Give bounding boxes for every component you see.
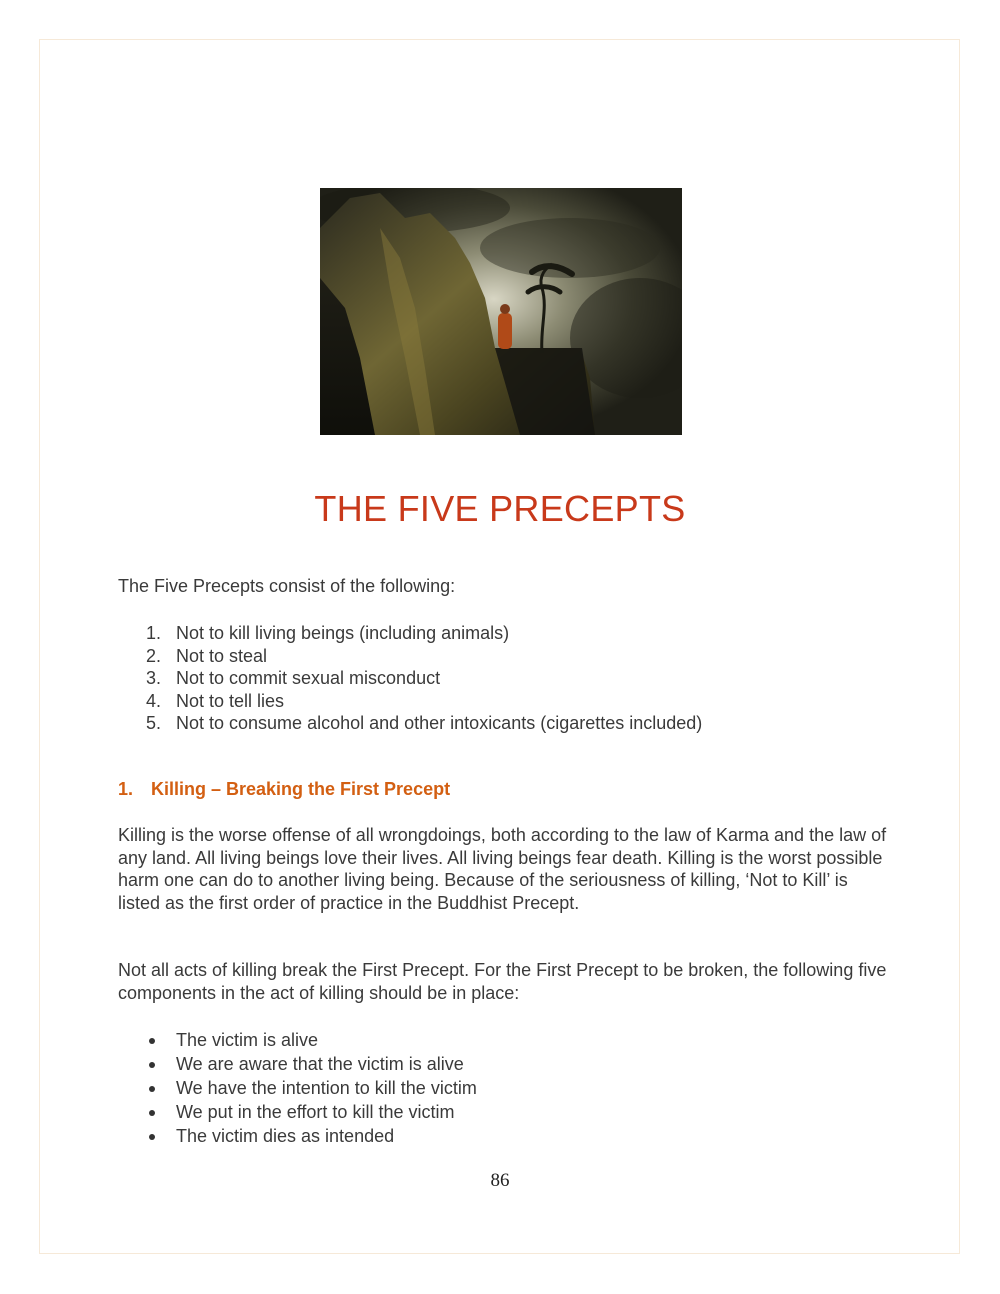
section-heading (118, 779, 450, 800)
page-number: 86 (490, 1170, 510, 1191)
bullet-item-text: We are aware that the victim is alive (176, 1054, 464, 1074)
bullet-item-text: The victim is alive (176, 1030, 319, 1050)
list-item (118, 712, 702, 735)
list-number: 1. (146, 623, 162, 643)
bullet-icon (149, 1134, 155, 1140)
components-list (118, 1028, 477, 1148)
section-number: 1. (118, 779, 134, 799)
list-item-text: Not to kill living beings (including animals) (176, 623, 510, 643)
list-item-text: Not to steal (176, 645, 268, 666)
list-item (118, 667, 702, 690)
list-number: 3. (146, 668, 162, 688)
body-paragraph: Not all acts of killing break the First Precept. For the First Precept to be broken, the following five components in the act of killing should be in place: (118, 960, 887, 1003)
list-item (118, 622, 702, 645)
bullet-item-text: We put in the effort to kill the victim (176, 1102, 455, 1122)
bullet-icon (149, 1062, 155, 1068)
list-item (118, 690, 702, 713)
list-item (118, 645, 702, 668)
list-number: 2. (146, 645, 162, 666)
list-item-text: Not to consume alcohol and other intoxicants (cigarettes included) (176, 713, 703, 733)
bullet-item-text: The victim dies as intended (176, 1126, 395, 1146)
body-paragraph: Killing is the worse offense of all wrongdoings, both according to the law of Karma and the law of any land. All living beings love their lives. All living beings fear death. Killing is the worst possible harm one can do to another living being. Because of the seriousness of killing, ‘Not to Kill’ is listed as the first order of practice in the Buddhist Precept. (118, 825, 887, 913)
bullet-item (118, 1124, 477, 1148)
bullet-icon (149, 1110, 155, 1116)
list-number: 4. (146, 690, 162, 711)
section-heading-text: Killing – Breaking the First Precept (151, 779, 451, 799)
bullet-icon (149, 1086, 155, 1092)
list-number: 5. (146, 713, 162, 733)
intro-text: The Five Precepts consist of the following: (118, 576, 456, 596)
bullet-item (118, 1076, 477, 1100)
bullet-item-text: We have the intention to kill the victim (176, 1078, 477, 1098)
bullet-item (118, 1028, 477, 1052)
bullet-icon (149, 1038, 155, 1044)
list-item-text: Not to tell lies (176, 690, 285, 711)
bullet-item (118, 1100, 477, 1124)
list-item-text: Not to commit sexual misconduct (176, 668, 441, 688)
precepts-list (118, 622, 702, 735)
bullet-item (118, 1052, 477, 1076)
page-title: THE FIVE PRECEPTS (314, 488, 686, 529)
monk-on-cliff-image (320, 188, 682, 435)
